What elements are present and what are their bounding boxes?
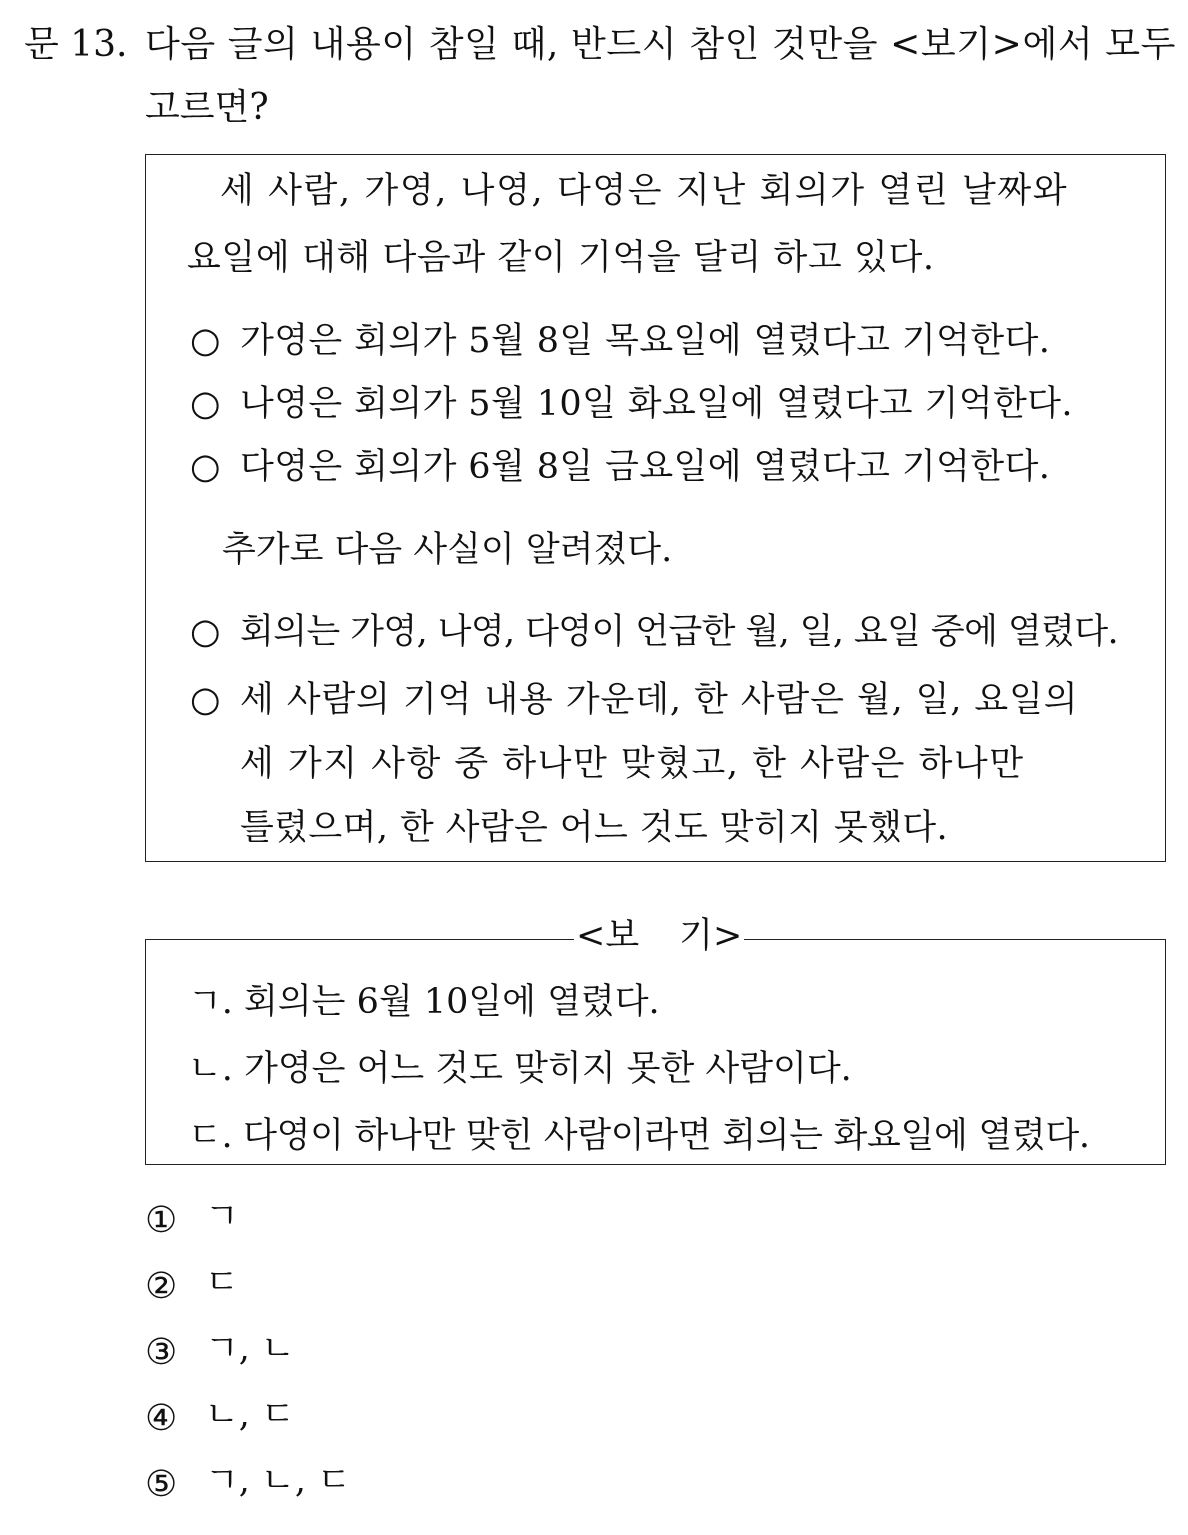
choice-5-text[interactable]: ㄱ, ㄴ, ㄷ — [205, 1461, 351, 1501]
fact-2-line1: 세 사람의 기억 내용 가운데, 한 사람은 월, 일, 요일의 — [240, 680, 1079, 720]
bullet-icon: ○ — [190, 447, 221, 487]
additional-facts-intro: 추가로 다음 사실이 알려졌다. — [222, 530, 673, 570]
bogi-item-giyeok: ㄱ. 회의는 6월 10일에 열렸다. — [188, 982, 660, 1022]
choice-4-number[interactable]: ④ — [145, 1398, 178, 1439]
bullet-icon: ○ — [190, 680, 221, 720]
question-number: 문 13. — [24, 24, 128, 65]
fact-2-line3: 틀렸으며, 한 사람은 어느 것도 맞히지 못했다. — [240, 808, 948, 848]
choice-3-number[interactable]: ③ — [145, 1332, 178, 1373]
choice-2-text[interactable]: ㄷ — [205, 1263, 239, 1303]
bullet-icon: ○ — [190, 612, 221, 652]
fact-2-line2: 세 가지 사항 중 하나만 맞혔고, 한 사람은 하나만 — [240, 744, 1025, 784]
bogi-title-open: <보 — [576, 916, 640, 956]
choice-2-number[interactable]: ② — [145, 1266, 178, 1307]
passage-intro-line2: 요일에 대해 다음과 같이 기억을 달리 하고 있다. — [187, 238, 935, 278]
question-text-line2: 고르면? — [145, 87, 269, 128]
question-text-line1: 다음 글의 내용이 참일 때, 반드시 참인 것만을 <보기>에서 모두 — [145, 24, 1176, 65]
fact-1: 회의는 가영, 나영, 다영이 언급한 월, 일, 요일 중에 열렸다. — [240, 612, 1118, 652]
bogi-item-nieun: ㄴ. 가영은 어느 것도 맞히지 못한 사람이다. — [188, 1049, 852, 1089]
bogi-title — [574, 916, 744, 956]
choice-3-text[interactable]: ㄱ, ㄴ — [205, 1329, 295, 1369]
memory-nayoung: 나영은 회의가 5월 10일 화요일에 열렸다고 기억한다. — [240, 384, 1073, 424]
choice-4-text[interactable]: ㄴ, ㄷ — [205, 1395, 295, 1435]
memory-gayoung: 가영은 회의가 5월 8일 목요일에 열렸다고 기억한다. — [240, 321, 1051, 361]
bogi-title-close: 기> — [679, 916, 743, 956]
bullet-icon: ○ — [190, 321, 221, 361]
choice-1-text[interactable]: ㄱ — [205, 1197, 239, 1237]
choice-5-number[interactable]: ⑤ — [145, 1464, 178, 1505]
bogi-item-digeut: ㄷ. 다영이 하나만 맞힌 사람이라면 회의는 화요일에 열렸다. — [188, 1116, 1090, 1156]
memory-dayoung: 다영은 회의가 6월 8일 금요일에 열렸다고 기억한다. — [240, 447, 1051, 487]
bullet-icon: ○ — [190, 384, 221, 424]
choice-1-number[interactable]: ① — [145, 1200, 178, 1241]
passage-intro-line1: 세 사람, 가영, 나영, 다영은 지난 회의가 열린 날짜와 — [220, 171, 1069, 211]
